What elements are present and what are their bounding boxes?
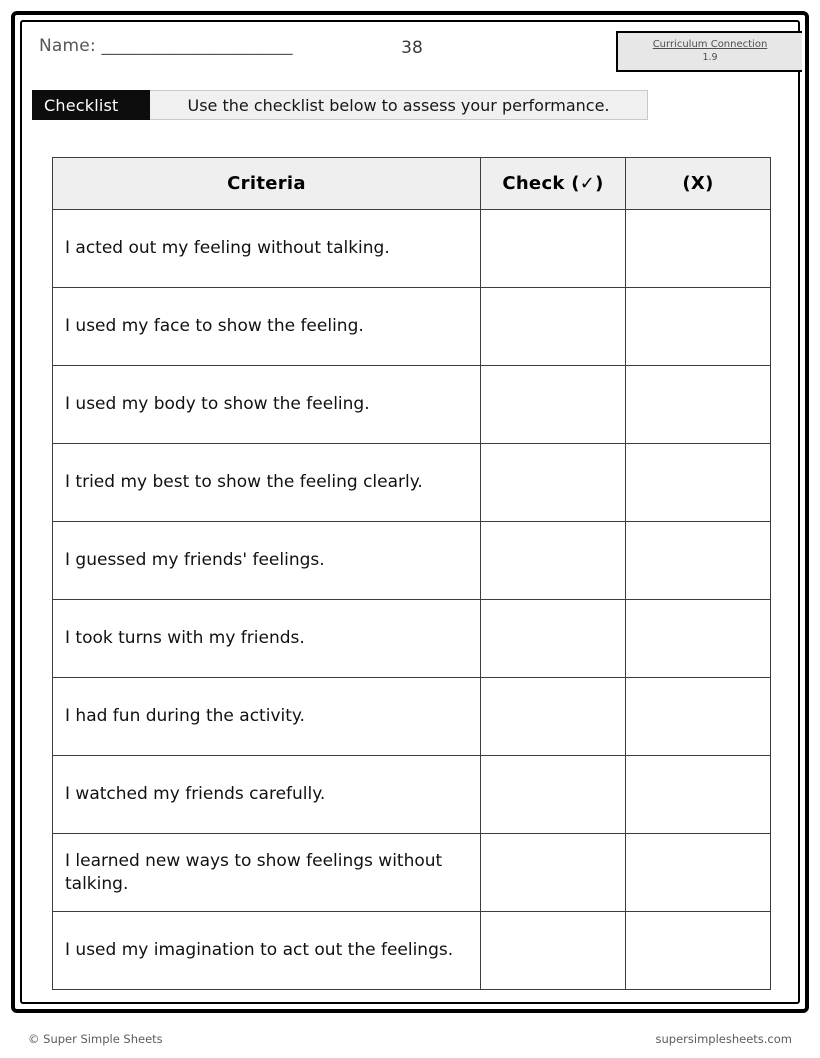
check-cell[interactable]	[481, 756, 626, 834]
check-cell[interactable]	[481, 210, 626, 288]
table-row	[53, 522, 771, 600]
check-cell[interactable]	[481, 522, 626, 600]
criteria-text: I learned new ways to show feelings without talking.	[53, 834, 481, 912]
table-row	[53, 912, 771, 990]
table-row	[53, 444, 771, 522]
criteria-text: I used my imagination to act out the feelings.	[53, 912, 481, 990]
check-cell[interactable]	[481, 912, 626, 990]
table-body	[53, 210, 771, 990]
check-cell[interactable]	[481, 678, 626, 756]
checklist-banner	[32, 90, 648, 120]
checklist-instruction-text: Use the checklist below to assess your performance.	[150, 90, 648, 120]
page-inner-border	[20, 20, 800, 1004]
x-cell[interactable]	[626, 678, 771, 756]
x-cell[interactable]	[626, 366, 771, 444]
criteria-text: I watched my friends carefully.	[53, 756, 481, 834]
footer-copyright: © Super Simple Sheets	[28, 1032, 163, 1046]
x-cell[interactable]	[626, 912, 771, 990]
check-cell[interactable]	[481, 366, 626, 444]
criteria-text: I acted out my feeling without talking.	[53, 210, 481, 288]
check-cell[interactable]	[481, 834, 626, 912]
criteria-text: I had fun during the activity.	[53, 678, 481, 756]
check-cell[interactable]	[481, 444, 626, 522]
page-number: 38	[401, 38, 423, 58]
x-cell[interactable]	[626, 756, 771, 834]
name-field-label: Name: ______________________	[39, 36, 293, 56]
checklist-table	[52, 157, 771, 990]
x-cell[interactable]	[626, 288, 771, 366]
criteria-text: I guessed my friends' feelings.	[53, 522, 481, 600]
x-cell[interactable]	[626, 210, 771, 288]
x-cell[interactable]	[626, 834, 771, 912]
x-cell[interactable]	[626, 600, 771, 678]
table-row	[53, 834, 771, 912]
footer-website: supersimplesheets.com	[655, 1032, 792, 1046]
column-header-criteria: Criteria	[53, 158, 481, 210]
curriculum-connection-title: Curriculum Connection	[652, 39, 768, 51]
page-header	[22, 22, 802, 88]
page-footer	[0, 1028, 820, 1054]
x-cell[interactable]	[626, 444, 771, 522]
criteria-text: I used my face to show the feeling.	[53, 288, 481, 366]
check-cell[interactable]	[481, 600, 626, 678]
table-row	[53, 600, 771, 678]
curriculum-connection-code: 1.9	[702, 51, 718, 63]
checklist-banner-tab: Checklist	[32, 90, 150, 120]
criteria-text: I tried my best to show the feeling clearly.	[53, 444, 481, 522]
column-header-check: Check (✓)	[481, 158, 626, 210]
table-header-row	[53, 158, 771, 210]
table-row	[53, 210, 771, 288]
table-row	[53, 366, 771, 444]
table-row	[53, 288, 771, 366]
x-cell[interactable]	[626, 522, 771, 600]
curriculum-connection-box	[616, 31, 802, 72]
check-cell[interactable]	[481, 288, 626, 366]
criteria-text: I used my body to show the feeling.	[53, 366, 481, 444]
table-row	[53, 756, 771, 834]
column-header-x: (X)	[626, 158, 771, 210]
criteria-text: I took turns with my friends.	[53, 600, 481, 678]
table-row	[53, 678, 771, 756]
